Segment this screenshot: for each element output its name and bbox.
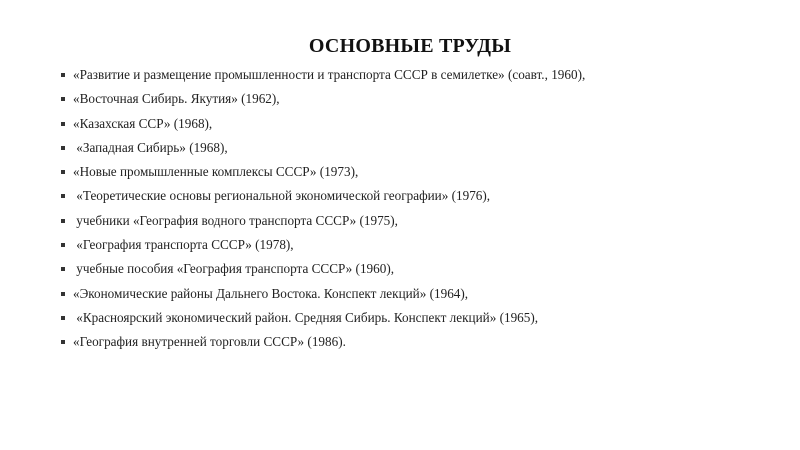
list-item-text: «Западная Сибирь» (1968),	[73, 139, 228, 155]
list-item-text: учебные пособия «География транспорта СССР» (1960),	[73, 261, 395, 277]
slide-title: ОСНОВНЫЕ ТРУДЫ	[308, 35, 512, 57]
list-item	[58, 137, 585, 161]
square-bullet-icon	[61, 170, 65, 174]
list-item	[58, 210, 585, 234]
list-item	[58, 161, 585, 185]
list-item	[58, 64, 585, 88]
list-item-text: «Восточная Сибирь. Якутия» (1962),	[73, 91, 280, 107]
list-item-text: «География транспорта СССР» (1978),	[73, 237, 294, 253]
square-bullet-icon	[61, 97, 65, 101]
list-item-text: «Красноярский экономический район. Средняя Сибирь. Конспект лекций» (1965),	[73, 309, 539, 325]
list-item-text: «География внутренней торговли СССР» (1986).	[73, 334, 346, 350]
square-bullet-icon	[61, 122, 65, 126]
square-bullet-icon	[61, 73, 65, 77]
square-bullet-icon	[61, 219, 65, 223]
square-bullet-icon	[61, 146, 65, 150]
list-item	[58, 331, 585, 355]
square-bullet-icon	[61, 267, 65, 271]
list-item	[58, 113, 585, 137]
list-item-text: «Развитие и размещение промышленности и транспорта СССР в семилетке» (соавт., 1960),	[73, 67, 586, 82]
list-item-text: «Экономические районы Дальнего Востока. Конспект лекций» (1964),	[73, 285, 469, 301]
list-item	[58, 185, 585, 209]
list-item	[58, 88, 585, 112]
list-item	[58, 307, 585, 331]
square-bullet-icon	[61, 316, 65, 320]
list-item	[58, 234, 585, 258]
list-item	[58, 283, 585, 307]
list-item-text: учебники «География водного транспорта СССР» (1975),	[73, 212, 398, 228]
square-bullet-icon	[61, 194, 65, 198]
works-list	[58, 64, 585, 356]
square-bullet-icon	[61, 340, 65, 344]
list-item	[58, 258, 585, 282]
square-bullet-icon	[61, 292, 65, 296]
list-item-text: «Новые промышленные комплексы СССР» (1973),	[73, 164, 359, 180]
square-bullet-icon	[61, 243, 65, 247]
list-item-text: «Теоретические основы региональной экономической географии» (1976),	[73, 188, 491, 204]
list-item-text: «Казахская ССР» (1968),	[73, 115, 213, 131]
